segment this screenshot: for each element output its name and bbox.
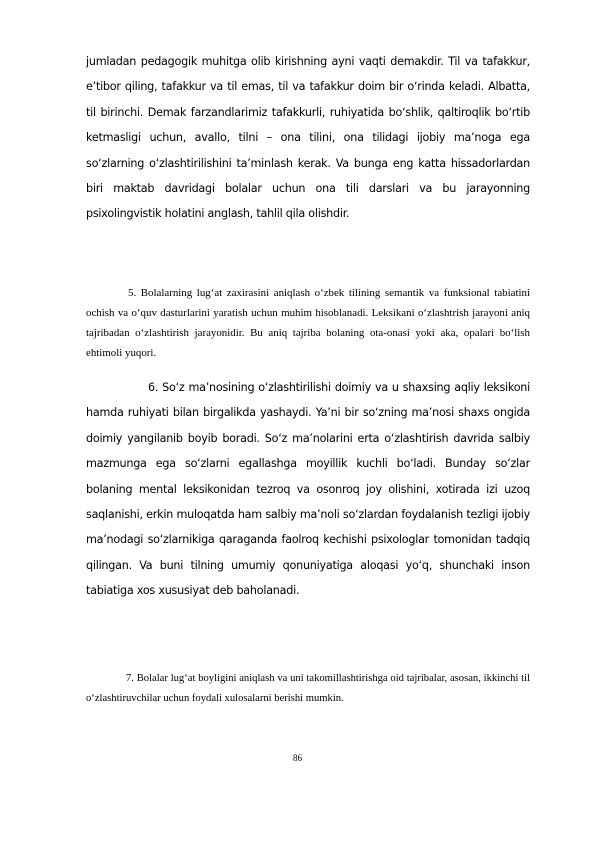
paragraph-continuation: jumladan pedagogik muhitga olib kirishning ayni vaqti demakdir. Til va tafakkur, e’tibor qiling, tafakkur va til emas, til va tafakkur doim bir o‘rinda keladi. Albatta, til birinchi. Demak farzandlarimiz tafakkurli, ruhiyatida bo‘shlik, qaltiroqlik bo‘rtib ketmasligi uchun, avallo, tilni – ona tilini, ona tilidagi ijobiy ma’noga ega so‘zlarning o‘zlashtirilishini ta’minlash kerak. Va bunga eng katta hissadorlardan biri maktab davridagi bolalar uchun ona tili darslari va bu jarayonning psixolingvistik holatini anglash, tahlil qila olishdir. <box>86 55 530 221</box>
paragraph-6: 6. So‘z ma’nosining o‘zlashtirilishi doimiy va u shaxsing aqliy leksikoni hamda ruhiyati bilan birgalikda yashaydi. Ya’ni bir so‘zning ma’nosi shaxs ongida doimiy yangilanib boyib boradi. So‘z ma’nolarini erta o‘zlashtirish davrida salbiy mazmunga ega so‘zlarni egallashga moyillik kuchli bo‘ladi. Bunday so‘zlar bolaning mental leksikonidan tezroq va osonroq joy olishini, xotirada izi uzoq saqlanishi, erkin muloqatda ham salbiy ma’noli so‘zlardan foydalanish tezligi ijobiy ma’nodagi so‘zlarnikiga qaraganda faolroq kechishi psixologlar tomonidan tadqiq qilingan. Va buni tilning umumiy qonuniyatiga aloqasi yo‘q, shunchaki inson tabiatiga xos xususiyat deb baholanadi. <box>86 381 530 598</box>
paragraph-7: 7. Bolalar lug‘at boyligini aniqlash va uni takomillashtirishga oid tajribalar, asosan, ikkinchi til o‘zlashtiruvchilar uchun foydali xulosalarni berishi mumkin. <box>86 673 530 704</box>
page-number: 86 <box>293 753 302 763</box>
paragraph-5: 5. Bolalarning lug‘at zaxirasini aniqlash o‘zbek tilining semantik va funksional tabiatini ochish va o‘quv dasturlarini yaratish uchun muhim hisoblanadi. Leksikani o‘zlashtrish jarayoni aniq tajribadan o‘zlashtirish jarayonidir. Bu aniq tajriba bolaning ota-onasi yoki aka, opalari bo‘lish ehtimoli yuqori. <box>86 287 530 359</box>
